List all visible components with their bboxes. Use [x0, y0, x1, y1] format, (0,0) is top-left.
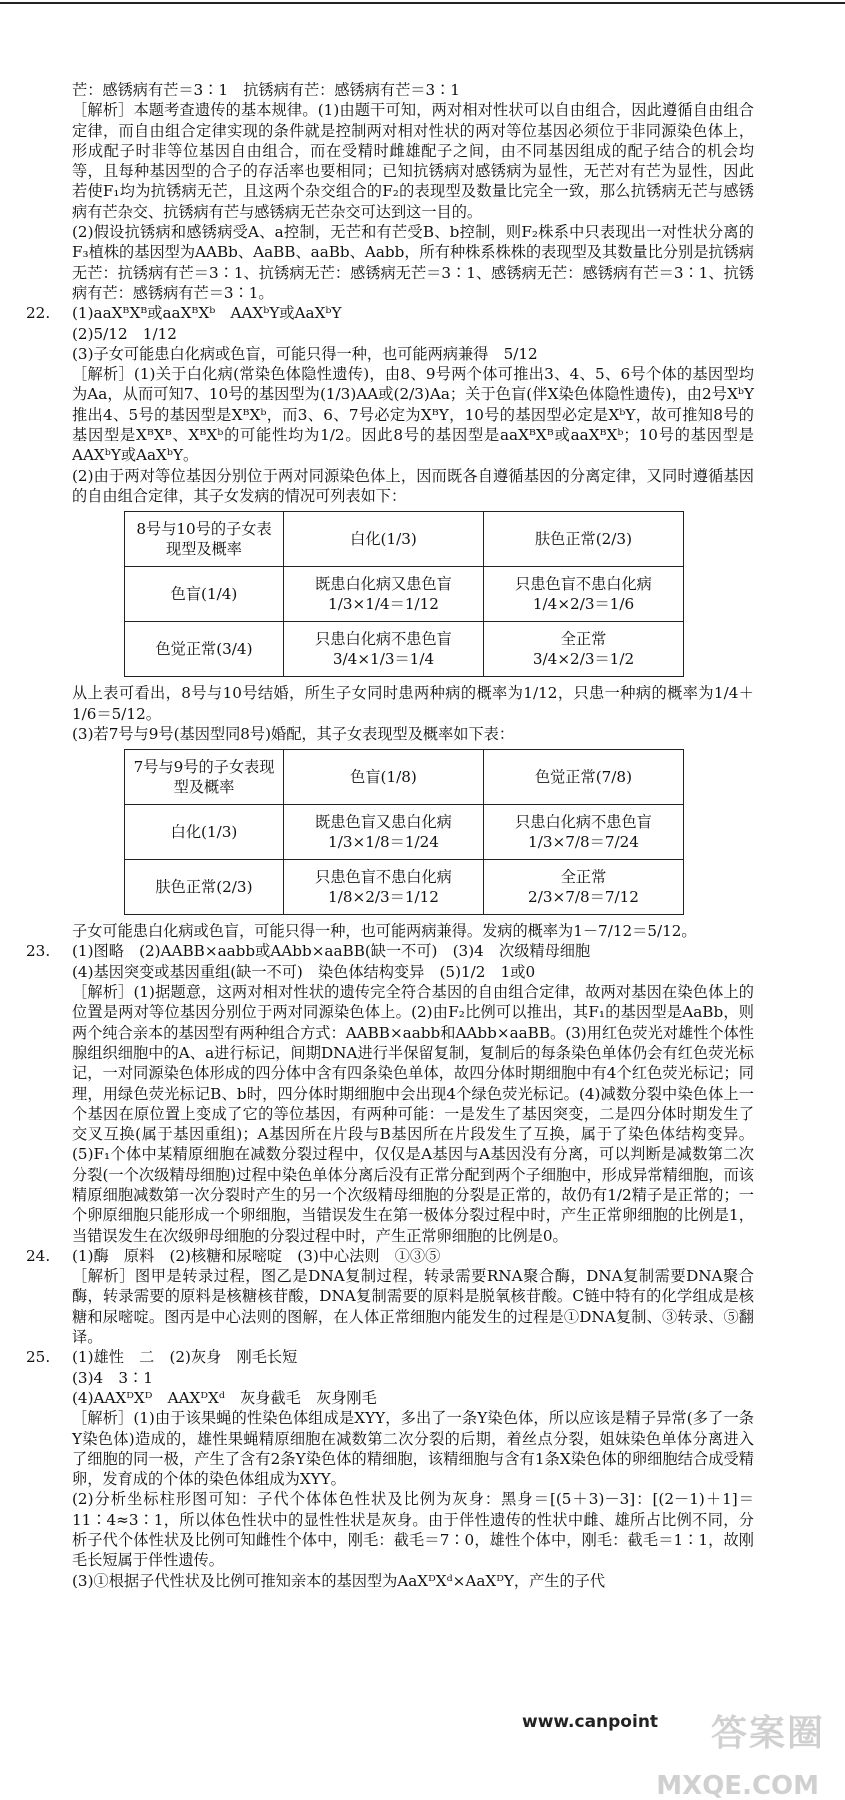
q25-answer-2: (3)4 3∶1 [72, 1368, 153, 1387]
intro-analysis-1: ［解析］本题考查遗传的基本规律。(1)由题干可知，两对相对性状可以自由组合，因此遵循自由组合定律，而自由组合定律实现的条件就是控制两对相对性状的两对等位基因必须位于非同源染色体上，形成配子时非等位基因自由组合，而在受精时雌雄配子之间，由不同基因组成的配子结合的机会均等，且每种基因型的合子的存活率也要相同；已知抗锈病对感锈病为显性，无芒对有芒为显性，因此若使F₁均为抗锈病无芒，且这两个杂交组合的F₂的表现型及数量比完全一致，那么抗锈病无芒与感锈病有芒杂交、抗锈病有芒与感锈病无芒杂交可达到这一目的。 [72, 101, 754, 221]
q23-analysis: ［解析］(1)据题意，这两对相对性状的遗传完全符合基因的自由组合定律，故两对基因在染色体上的位置是两对等位基因分别位于两对同源染色体上。(2)由F₂比例可以推出，其F₁的基因型是AaBb，则两个纯合亲本的基因型有两种组合方式：AABB×aabb和AAbb×aaBB。(3)用红色荧光对雄性个体性腺组织细胞中的A、a进行标记，间期DNA进行半保留复制，复制后的每条染色单体仍会有红色荧光标记，一对同源染色体形成的四分体中含有四条染色单体，故四分体时期细胞中有4个红色荧光标记；同理，用绿色荧光标记B、b时，四分体时期细胞中会出现4个绿色荧光标记。(4)减数分裂中染色体上一个基因在原位置上变成了它的等位基因，有两种可能：一是发生了基因突变，二是四分体时期发生了交叉互换(属于基因重组)；A基因所在片段与B基因所在片段发生了互换，属于了染色体结构变异。(5)F₁个体中某精原细胞在减数分裂过程中，仅仅是A基因与A基因没有分离，可以判断是减数第二次分裂(一个次级精母细胞)过程中染色单体分离后没有正常分配到两个子细胞中，形成异常精细胞，而该精原细胞减数第一次分裂时产生的另一个次级精母细胞的分裂是正常的，故仍有1/2精子是正常的；一个卵原细胞只能形成一个卵细胞，当错误发生在第一极体分裂过程中时，产生正常卵细胞的比例是1，当错误发生在次级卵母细胞的分裂过程中时，产生正常卵细胞的比例是0。 [72, 983, 754, 1245]
question-24-number: 24. [26, 1246, 51, 1265]
q24-answer-1: (1)酶 原料 (2)核糖和尿嘧啶 (3)中心法则 ①③⑤ [72, 1246, 441, 1265]
q25-analysis-2: (2)分析坐标柱形图可知：子代个体体色性状及比例为灰身：黑身＝[(5＋3)－3]：[(2－1)＋1]＝11∶4≈3∶1，所以体色性状中的显性性状是灰身。由于伴性遗传的性状中雌、雄所占比例不同，分析子代个体性状及比例可知雌性个体中，刚毛：截毛＝7∶0，雄性个体中，刚毛：截毛＝1∶1，故刚毛长短属于伴性遗传。 [72, 1490, 754, 1570]
table-row [125, 622, 684, 677]
question-24 [26, 1246, 754, 1347]
q22-analysis-2: (2)由于两对等位基因分别位于两对同源染色体上，因而既各自遵循基因的分离定律，又同时遵循基因的自由组合定律，其子女发病的情况可列表如下： [72, 466, 754, 505]
table-corner-cell: 7号与9号的子女表现型及概率 [125, 750, 284, 805]
q22-after-table-1: 从上表可看出，8号与10号结婚，所生子女同时患两种病的概率为1/12，只患一种病的概率为1/4＋1/6＝5/12。 [72, 684, 754, 723]
cell-label: 全正常 [560, 868, 607, 887]
table-cell [284, 622, 484, 677]
site-watermark-logo [656, 1713, 825, 1800]
q25-analysis-1: ［解析］(1)由于该果蝇的性染色体组成是XYY，多出了一条Y染色体，所以应该是精子异常(多了一条Y染色体)造成的，雄性果蝇精原细胞在减数第二次分裂的后期，着丝点分裂，姐妹染色单体分离进入了细胞的同一极，产生了含有2条Y染色体的精细胞，该精细胞与含有1条X染色体的卵细胞结合成受精卵，发育成的个体的染色体组成为XYY。 [72, 1409, 754, 1489]
q25-analysis-3: (3)①根据子代性状及比例可推知亲本的基因型为AaXᴰXᵈ×AaXᴰY，产生的子代 [72, 1571, 606, 1590]
q23-answer-1: (1)图略 (2)AABB×aabb或AAbb×aaBB(缺一不可) (3)4 次级精母细胞 [72, 942, 591, 961]
table-row-header: 色盲(1/4) [125, 567, 284, 622]
table-cell [484, 805, 684, 860]
table-row-header: 色觉正常(3/4) [125, 622, 284, 677]
table-row [125, 860, 684, 915]
cell-formula: 3/4×2/3＝1/2 [532, 650, 635, 669]
intro-answer-line: 芒：感锈病有芒＝3∶1 抗锈病有芒：感锈病有芒＝3∶1 [72, 81, 460, 99]
q22-part-3-intro: (3)若7号与9号(基因型同8号)婚配，其子女表现型及概率如下表： [72, 724, 515, 743]
question-25 [26, 1347, 754, 1591]
table-header-cell: 肤色正常(2/3) [484, 512, 684, 567]
q23-answer-2: (4)基因突变或基因重组(缺一不可) 染色体结构变异 (5)1/2 1或0 [72, 962, 536, 981]
q24-analysis: ［解析］图甲是转录过程，图乙是DNA复制过程，转录需要RNA聚合酶，DNA复制需要DNA聚合酶，转录需要的原料是核糖核苷酸，DNA复制需要的原料是脱氧核苷酸。C链中特有的化学组成是核糖和尿嘧啶。图丙是中心法则的图解，在人体正常细胞内能发生的过程是①DNA复制、③转录、⑤翻译。 [72, 1267, 754, 1347]
question-23-number: 23. [26, 942, 51, 961]
q22-answer-1: (1)aaXᴮXᴮ或aaXᴮXᵇ AAXᵇY或AaXᵇY [72, 304, 342, 323]
watermark-bottom-text: MXQE.COM [656, 1770, 819, 1800]
probability-table-8-10 [124, 511, 684, 677]
table-cell [284, 567, 484, 622]
cell-label: 既患色盲又患白化病 [315, 813, 452, 832]
question-22-number: 22. [26, 304, 51, 323]
table-header-cell: 色盲(1/8) [284, 750, 484, 805]
question-25-number: 25. [26, 1348, 51, 1367]
q22-after-table-2: 子女可能患白化病或色盲，可能只得一种，也可能两病兼得。发病的概率为1－7/12＝5/12。 [72, 922, 697, 941]
cell-label: 全正常 [560, 630, 607, 649]
intro-analysis-2: (2)假设抗锈病和感锈病受A、a控制，无芒和有芒受B、b控制，则F₂株系中只表现出一对性状分离的F₃植株的基因型为AABb、AaBB、aaBb、Aabb，所有种株系株株的表现型及其数量比分别是抗锈病无芒：抗锈病有芒＝3∶1、抗锈病无芒：感锈病无芒＝3∶1、感锈病无芒：感锈病有芒＝3∶1、抗锈病有芒：感锈病有芒＝3∶1。 [72, 223, 754, 302]
cell-label: 只患色盲不患白化病 [315, 868, 452, 887]
table-cell [484, 860, 684, 915]
cell-formula: 3/4×1/3＝1/4 [332, 650, 435, 669]
answer-content [26, 80, 754, 1591]
table-row-header: 白化(1/3) [125, 805, 284, 860]
q22-analysis-1: ［解析］(1)关于白化病(常染色体隐性遗传)，由8、9号两个体可推出3、4、5、6号个体的基因型均为Aa，从而可知7、10号的基因型为(1/3)AA或(2/3)Aa；关于色盲(伴X染色体隐性遗传)，由2号XᵇY推出4、5号的基因型是XᴮXᵇ，而3、6、7号必定为XᴮY，10号的基因型必定是XᵇY，故可推知8号的基因型是XᴮXᴮ、XᴮXᵇ的可能性均为1/2。因此8号的基因型是aaXᴮXᴮ或aaXᴮXᵇ；10号的基因型是AAXᵇY或AaXᵇY。 [72, 365, 754, 465]
cell-formula: 2/3×7/8＝7/12 [528, 888, 639, 907]
footer-url-text: www.canpoint [522, 1712, 659, 1732]
table-corner-cell: 8号与10号的子女表现型及概率 [125, 512, 284, 567]
table-row-header: 肤色正常(2/3) [125, 860, 284, 915]
table-header-cell: 色觉正常(7/8) [484, 750, 684, 805]
table-cell [484, 622, 684, 677]
probability-table-7-9 [124, 749, 684, 915]
cell-label: 只患白化病不患色盲 [515, 813, 652, 832]
cell-label: 既患白化病又患色盲 [315, 575, 452, 594]
cell-formula: 1/3×1/8＝1/24 [328, 833, 439, 852]
q25-answer-1: (1)雄性 二 (2)灰身 刚毛长短 [72, 1348, 298, 1367]
watermark-top-text: 答案圈 [710, 1713, 825, 1754]
q22-answer-3: (3)子女可能患白化病或色盲，可能只得一种，也可能两病兼得 5/12 [72, 344, 538, 363]
question-22 [26, 303, 754, 941]
q22-answer-2: (2)5/12 1/12 [72, 324, 177, 343]
question-23 [26, 941, 754, 1245]
table-header-cell: 白化(1/3) [284, 512, 484, 567]
table-row [125, 750, 684, 805]
cell-label: 只患色盲不患白化病 [515, 575, 652, 594]
cell-label: 只患白化病不患色盲 [315, 630, 452, 649]
table-row [125, 805, 684, 860]
top-border-line [0, 2, 845, 4]
cell-formula: 1/4×2/3＝1/6 [532, 595, 635, 614]
table-cell [284, 805, 484, 860]
table-row [125, 567, 684, 622]
table-cell [484, 567, 684, 622]
cell-formula: 1/3×7/8＝7/24 [528, 833, 639, 852]
q25-answer-3: (4)AAXᴰXᴰ AAXᴰXᵈ 灰身截毛 灰身刚毛 [72, 1388, 377, 1407]
cell-formula: 1/3×1/4＝1/12 [328, 595, 439, 614]
table-row [125, 512, 684, 567]
cell-formula: 1/8×2/3＝1/12 [328, 888, 439, 907]
table-cell [284, 860, 484, 915]
